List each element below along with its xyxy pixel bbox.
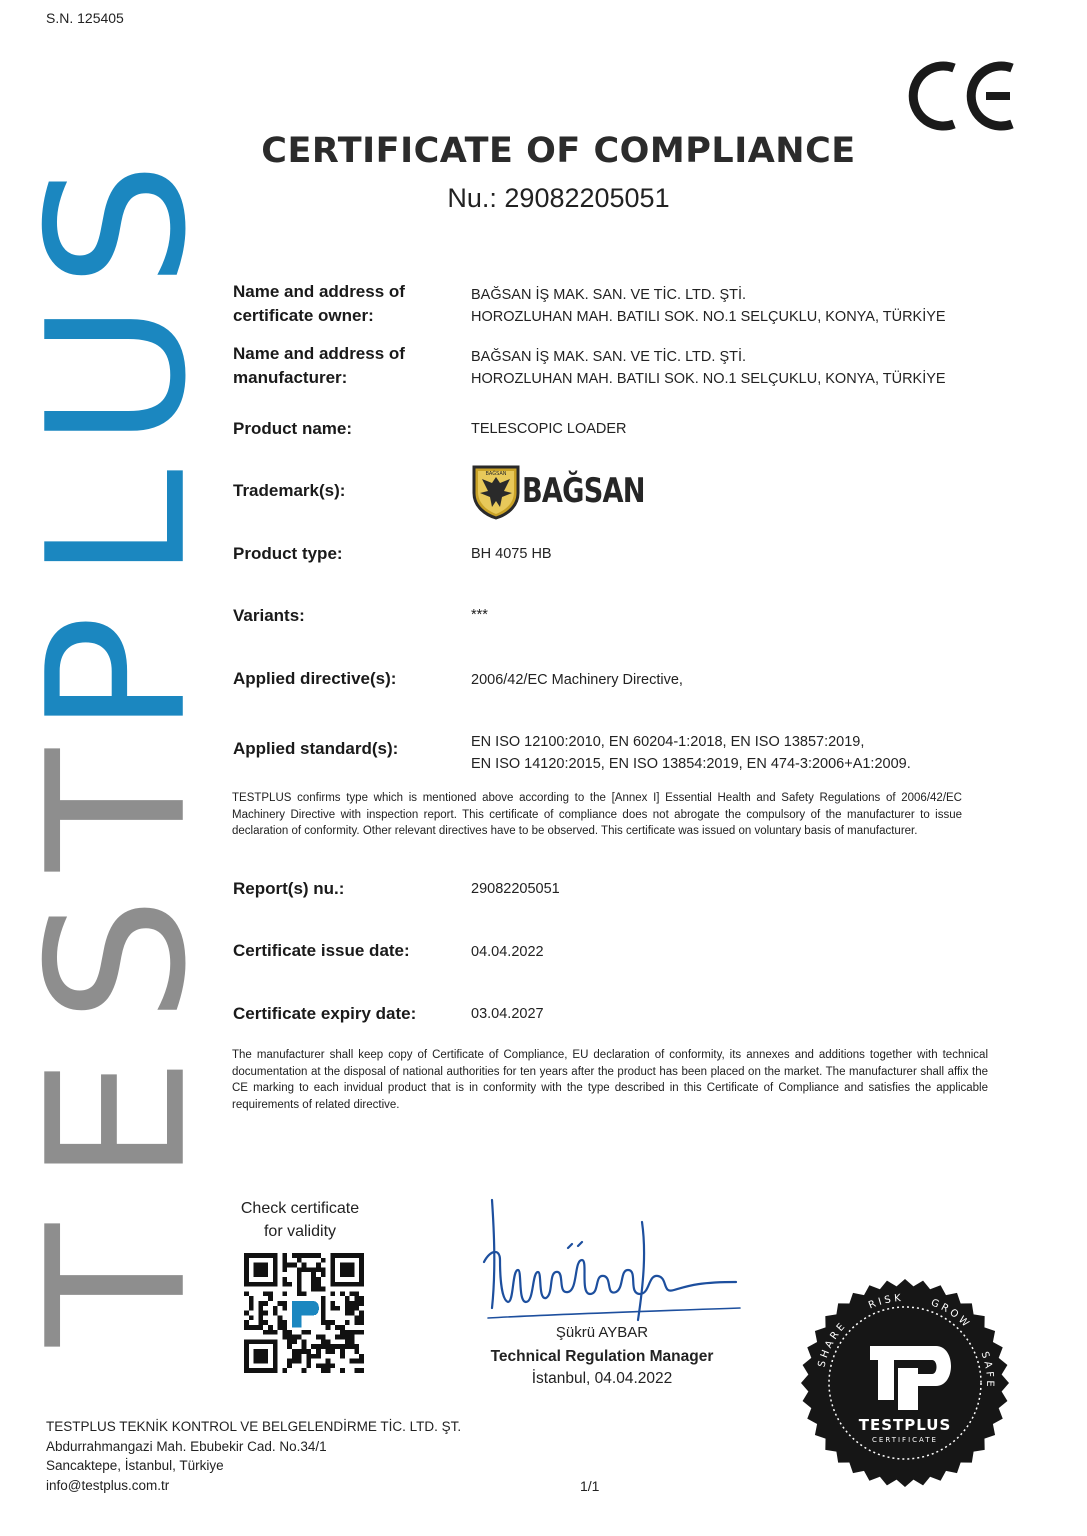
product-type-label: Product type: (233, 544, 343, 563)
issue-date-value: 04.04.2022 (471, 944, 544, 960)
report-label: Report(s) nu.: (233, 879, 345, 898)
footer-company: TESTPLUS TEKNİK KONTROL VE BELGELENDİRME TİC. LTD. ŞT. (46, 1419, 462, 1434)
issue-date-label: Certificate issue date: (233, 941, 410, 960)
signature-image (478, 1190, 748, 1340)
wordmark-letter: L (7, 469, 229, 581)
seal-word-grow: GROW (929, 1297, 973, 1332)
manufacturer-label: Name and address of manufacturer: (233, 344, 405, 387)
serial-number: S.N. 125405 (46, 10, 124, 26)
wordmark-letter: P (7, 614, 229, 736)
product-type-value: BH 4075 HB (471, 546, 552, 562)
footer-email[interactable]: info@testplus.com.tr (46, 1477, 170, 1493)
wordmark-letter: T (7, 1223, 229, 1347)
variants-label: Variants: (233, 606, 305, 625)
bagsan-logo (470, 463, 660, 519)
seal-sub: CERTIFICATE (872, 1436, 938, 1444)
signatory-title: Technical Regulation Manager (490, 1348, 714, 1365)
confirmation-paragraph: TESTPLUS confirms type which is mentioned above according to the [Annex I] Essential Health and Safety Regulations of 2006/42/EC Machinery Directive with inspection report. This certificate of compliance does not abrogate the compulsory of the manufacturer to issue declaration of conformity. Other relevant directives have to be observed. This certificate was issued on voluntary basis of manufacturer. (232, 792, 962, 837)
expiry-date-label: Certificate expiry date: (233, 1004, 417, 1023)
signatory-name: Şükrü AYBAR (555, 1324, 649, 1341)
variants-value: *** (471, 607, 488, 623)
product-name-value: TELESCOPIC LOADER (471, 421, 627, 437)
seal-word-risk: RISK (867, 1292, 905, 1312)
testplus-seal (800, 1278, 1010, 1488)
page-number: 1/1 (580, 1478, 600, 1494)
manufacturer-obligation-paragraph: The manufacturer shall keep copy of Certificate of Compliance, EU declaration of conformity, its annexes and additions together with technical documentation at the disposal of national authorities for ten years after the product has been placed on the market. The manufacturer shall affix the CE marking to each invidual product that is in conformity with the type described in this Certificate of Compliance and satisfies the applicable requirements of related directive. (232, 1049, 988, 1111)
testplus-side-wordmark (7, 150, 229, 1380)
signatory-place-date: İstanbul, 04.04.2022 (531, 1370, 673, 1387)
page-title: CERTIFICATE OF COMPLIANCE (261, 131, 856, 171)
seal-word-safe: SAFE (978, 1350, 996, 1390)
wordmark-letter: E (7, 1056, 229, 1184)
svg-text:BAĞSAN: BAĞSAN (485, 471, 507, 477)
wordmark-letter: T (7, 748, 229, 872)
eagle-shield-icon (470, 463, 522, 519)
footer-address (46, 1417, 461, 1495)
expiry-date-value: 03.04.2027 (471, 1006, 544, 1022)
directives-label: Applied directive(s): (233, 669, 397, 688)
owner-value: BAĞSAN İŞ MAK. SAN. VE TİC. LTD. ŞTİ. HOROZLUHAN MAH. BATILI SOK. NO.1 SELÇUKLU, KONYA, TÜRKİYE (471, 287, 946, 325)
footer-address-line2: Sancaktepe, İstanbul, Türkiye (46, 1458, 224, 1473)
seal-brand: TESTPLUS (858, 1416, 952, 1434)
trademark-label: Trademark(s): (233, 481, 346, 500)
validity-qr-code[interactable] (244, 1253, 364, 1373)
certificate-number: Nu.: 29082205051 (447, 183, 670, 213)
wordmark-letter: S (7, 161, 229, 289)
wordmark-letter: U (7, 301, 229, 449)
standards-value: EN ISO 12100:2010, EN 60204-1:2018, EN ISO 13857:2019, EN ISO 14120:2015, EN ISO 13854:2019, EN 474-3:2006+A1:2009. (471, 734, 911, 772)
owner-label: Name and address of certificate owner: (233, 282, 405, 325)
product-name-label: Product name: (233, 419, 353, 438)
standards-label: Applied standard(s): (233, 739, 399, 758)
footer-address-line1: Abdurrahmangazi Mah. Ebubekir Cad. No.34/1 (46, 1438, 327, 1454)
ce-mark-icon (906, 60, 1020, 132)
validity-caption: Check certificate for validity (240, 1200, 360, 1240)
report-value: 29082205051 (471, 881, 560, 897)
seal-word-share: SHARE (816, 1319, 850, 1369)
wordmark-letter: S (7, 896, 229, 1024)
directives-value: 2006/42/EC Machinery Directive, (471, 672, 683, 688)
manufacturer-value: BAĞSAN İŞ MAK. SAN. VE TİC. LTD. ŞTİ. HOROZLUHAN MAH. BATILI SOK. NO.1 SELÇUKLU, KONYA, TÜRKİYE (471, 349, 946, 387)
trademark-value: BAĞSAN (522, 471, 645, 511)
